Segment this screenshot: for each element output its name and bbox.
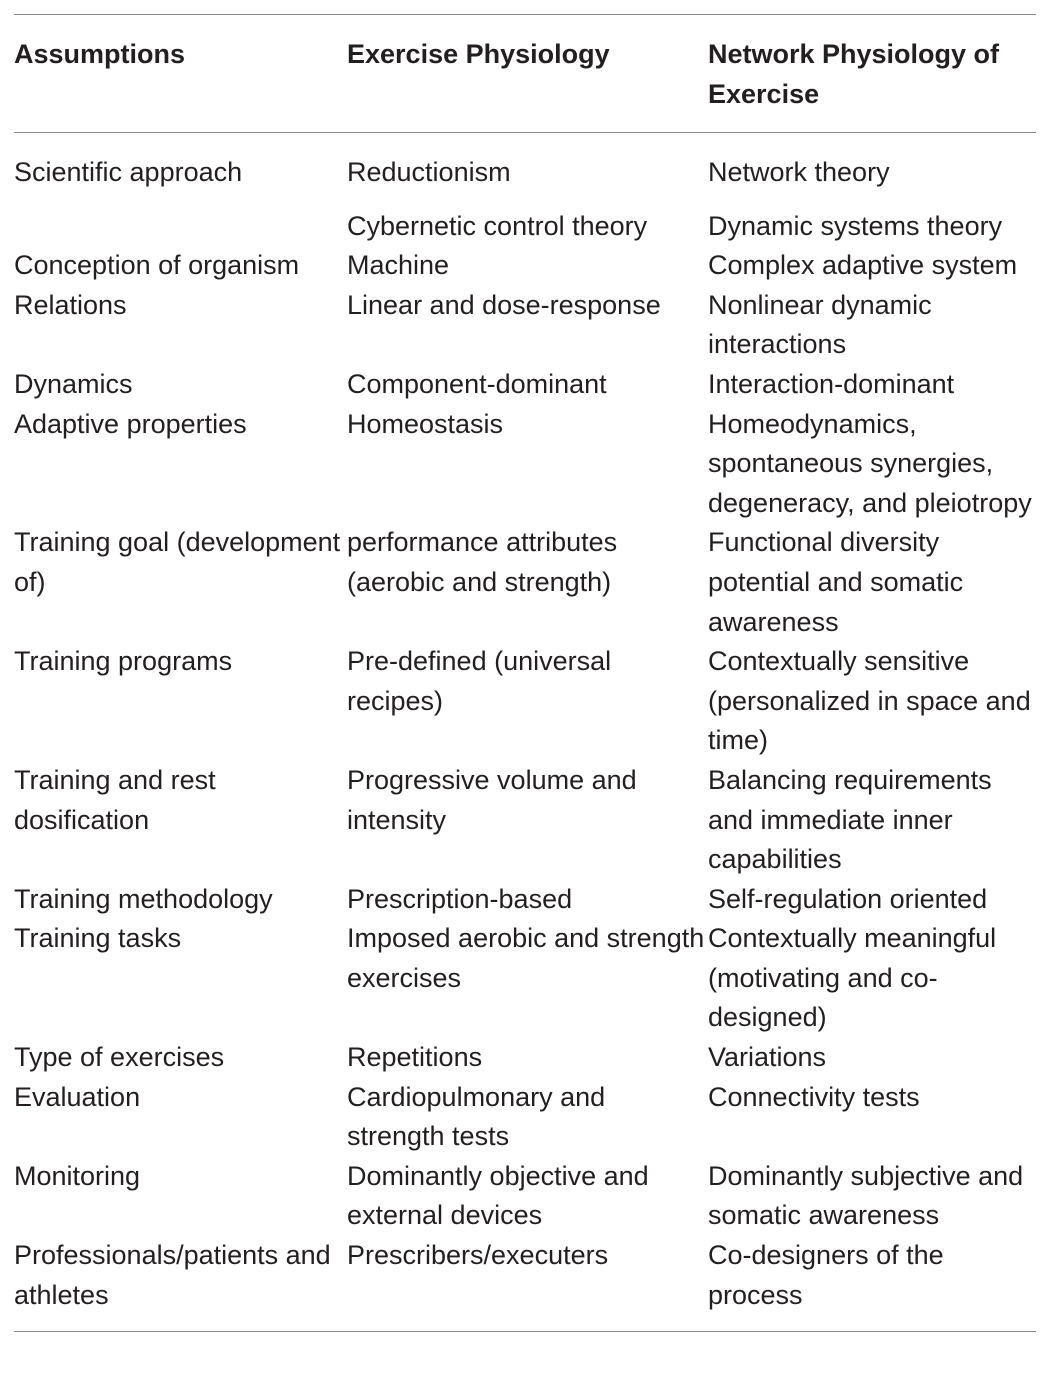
assumption-cell: Professionals/patients and athletes bbox=[14, 1240, 331, 1310]
table-row bbox=[14, 365, 1036, 405]
network-physiology-cell: Dynamic systems theory bbox=[708, 210, 1003, 241]
table-row bbox=[14, 1038, 1036, 1078]
assumption-cell: Training and rest dosification bbox=[14, 764, 216, 835]
header-exercise-physiology: Exercise Physiology bbox=[347, 39, 610, 69]
network-physiology-cell: Contextually meaningful (motivating and co-designed) bbox=[708, 923, 997, 1033]
network-physiology-cell: Variations bbox=[708, 1042, 827, 1073]
assumption-cell: Adaptive properties bbox=[14, 408, 247, 439]
network-physiology-cell: Contextually sensitive (personalized in space and time) bbox=[708, 646, 1031, 756]
network-physiology-cell: Balancing requirements and immediate inner capabilities bbox=[708, 764, 992, 875]
table-row bbox=[14, 761, 1036, 880]
table-row bbox=[14, 523, 1036, 642]
assumption-cell: Dynamics bbox=[14, 368, 133, 399]
table-row bbox=[14, 642, 1036, 761]
network-physiology-cell: Network theory bbox=[708, 157, 890, 187]
body-top-spacer bbox=[14, 133, 1036, 153]
assumption-cell: Conception of organism bbox=[14, 250, 300, 281]
assumption-cell bbox=[14, 193, 347, 247]
exercise-physiology-cell: Pre-defined (universal recipes) bbox=[347, 646, 612, 716]
exercise-physiology-cell: Prescription-based bbox=[347, 883, 573, 914]
table-row bbox=[14, 246, 1036, 286]
exercise-physiology-cell: Progressive volume and intensity bbox=[347, 764, 637, 835]
assumption-cell: Type of exercises bbox=[14, 1042, 225, 1073]
exercise-physiology-cell: Imposed aerobic and strength exercises bbox=[347, 923, 705, 993]
exercise-physiology-cell: Machine bbox=[347, 250, 450, 281]
exercise-physiology-cell: Repetitions bbox=[347, 1042, 483, 1073]
table-row bbox=[14, 286, 1036, 365]
network-physiology-cell: Nonlinear dynamic interactions bbox=[708, 289, 932, 360]
table-row bbox=[14, 193, 1036, 247]
exercise-physiology-cell: Reductionism bbox=[347, 157, 511, 187]
header-row bbox=[14, 15, 1036, 132]
exercise-physiology-cell: Component-dominant bbox=[347, 368, 607, 399]
bottom-rule bbox=[14, 1331, 1036, 1332]
header-assumptions: Assumptions bbox=[14, 39, 186, 69]
network-physiology-cell: Interaction-dominant bbox=[708, 368, 955, 399]
exercise-physiology-cell: Homeostasis bbox=[347, 408, 504, 439]
exercise-physiology-cell: Cardiopulmonary and strength tests bbox=[347, 1081, 606, 1152]
assumption-cell: Relations bbox=[14, 289, 127, 320]
comparison-table-container bbox=[14, 14, 1036, 1332]
exercise-physiology-cell: performance attributes (aerobic and strength) bbox=[347, 527, 618, 597]
assumption-cell: Monitoring bbox=[14, 1160, 141, 1191]
network-physiology-cell: Self-regulation oriented bbox=[708, 883, 988, 914]
table-row bbox=[14, 1078, 1036, 1157]
header-network-physiology: Network Physiology of Exercise bbox=[708, 39, 1000, 109]
exercise-physiology-cell: Linear and dose-response bbox=[347, 289, 661, 320]
assumption-cell: Evaluation bbox=[14, 1081, 141, 1112]
exercise-physiology-cell: Prescribers/executers bbox=[347, 1240, 609, 1271]
table-row bbox=[14, 919, 1036, 1038]
exercise-physiology-cell: Cybernetic control theory bbox=[347, 210, 648, 241]
comparison-table bbox=[14, 15, 1036, 132]
assumption-cell: Training programs bbox=[14, 646, 233, 677]
table-row bbox=[14, 405, 1036, 524]
table-row bbox=[14, 1157, 1036, 1236]
assumption-cell: Training goal (development of) bbox=[14, 527, 341, 597]
table-row bbox=[14, 1236, 1036, 1331]
network-physiology-cell: Homeodynamics, spontaneous synergies, degeneracy, and pleiotropy bbox=[708, 408, 1032, 518]
table-row bbox=[14, 880, 1036, 920]
exercise-physiology-cell: Dominantly objective and external devices bbox=[347, 1160, 649, 1231]
network-physiology-cell: Functional diversity potential and somatic awareness bbox=[708, 527, 964, 637]
assumption-cell: Scientific approach bbox=[14, 157, 243, 187]
assumption-cell: Training tasks bbox=[14, 923, 182, 954]
table-row bbox=[14, 153, 1036, 193]
assumption-cell: Training methodology bbox=[14, 883, 273, 914]
network-physiology-cell: Complex adaptive system bbox=[708, 250, 1018, 281]
network-physiology-cell: Connectivity tests bbox=[708, 1081, 920, 1112]
comparison-table-body bbox=[14, 133, 1036, 1331]
network-physiology-cell: Dominantly subjective and somatic awareness bbox=[708, 1160, 1024, 1231]
network-physiology-cell: Co-designers of the process bbox=[708, 1240, 944, 1310]
